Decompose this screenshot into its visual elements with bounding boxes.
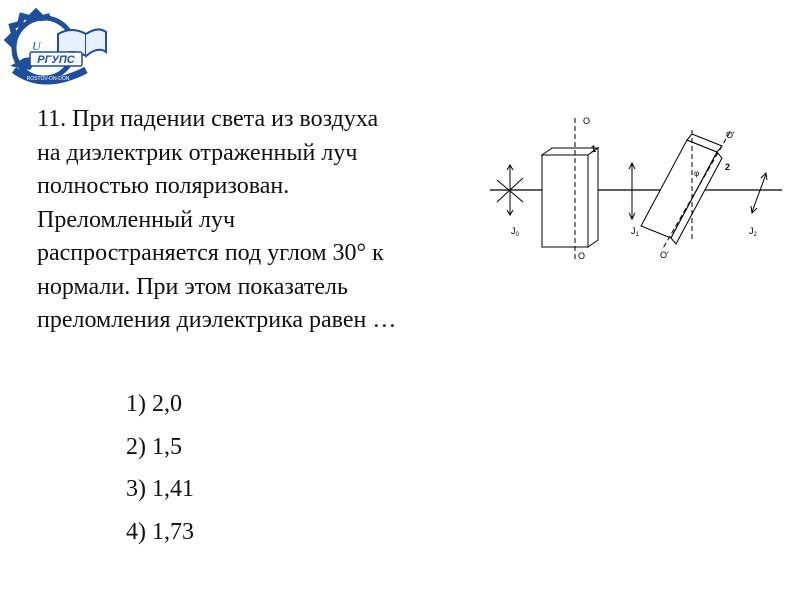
- logo-text: РГУПС: [37, 54, 75, 66]
- answer-option-3[interactable]: 3) 1,41: [126, 476, 194, 502]
- label-plate-1: 1: [591, 144, 597, 154]
- analyzer-plate-2: [641, 134, 722, 244]
- question-line: на диэлектрик отраженный луч: [37, 139, 358, 166]
- label-o-prime-top: O': [726, 130, 735, 140]
- answer-option-2[interactable]: 2) 1,5: [126, 433, 182, 460]
- question-line: Преломленный луч: [37, 206, 236, 233]
- question-line: преломления диэлектрика равен …: [37, 307, 397, 333]
- polarization-diagram: [488, 108, 784, 268]
- question-line: 11. При падении света из воздуха: [37, 106, 379, 132]
- label-j2: $J_2$: [749, 226, 757, 238]
- answer-list: [126, 383, 194, 553]
- transmitted-polarization-icon: [751, 173, 767, 213]
- linear-polarization-icon: [629, 163, 635, 219]
- question-line: нормали. При этом показатель: [37, 273, 348, 300]
- answer-option-4[interactable]: 4) 1,73: [126, 518, 194, 545]
- label-j0: $J_0$: [511, 226, 519, 238]
- logo-ring-text: ROSTOV-ON-DON: [26, 76, 70, 82]
- label-o-bottom: O: [578, 251, 586, 261]
- polarizer-plate-1: [542, 148, 598, 247]
- answer-option-1[interactable]: 1) 2,0: [126, 391, 182, 417]
- question-line: распространяется под углом 30° к: [37, 240, 384, 266]
- label-o-prime-bottom: O': [660, 250, 669, 260]
- label-phi: φ: [694, 169, 700, 178]
- label-o-top: O: [583, 116, 591, 126]
- label-plate-2: 2: [725, 162, 731, 172]
- svg-text:U: U: [32, 39, 41, 53]
- question-text: [37, 103, 507, 338]
- question-line: полностью поляризован.: [37, 173, 290, 199]
- university-logo: [0, 0, 112, 92]
- label-j1: $J_1$: [631, 226, 639, 238]
